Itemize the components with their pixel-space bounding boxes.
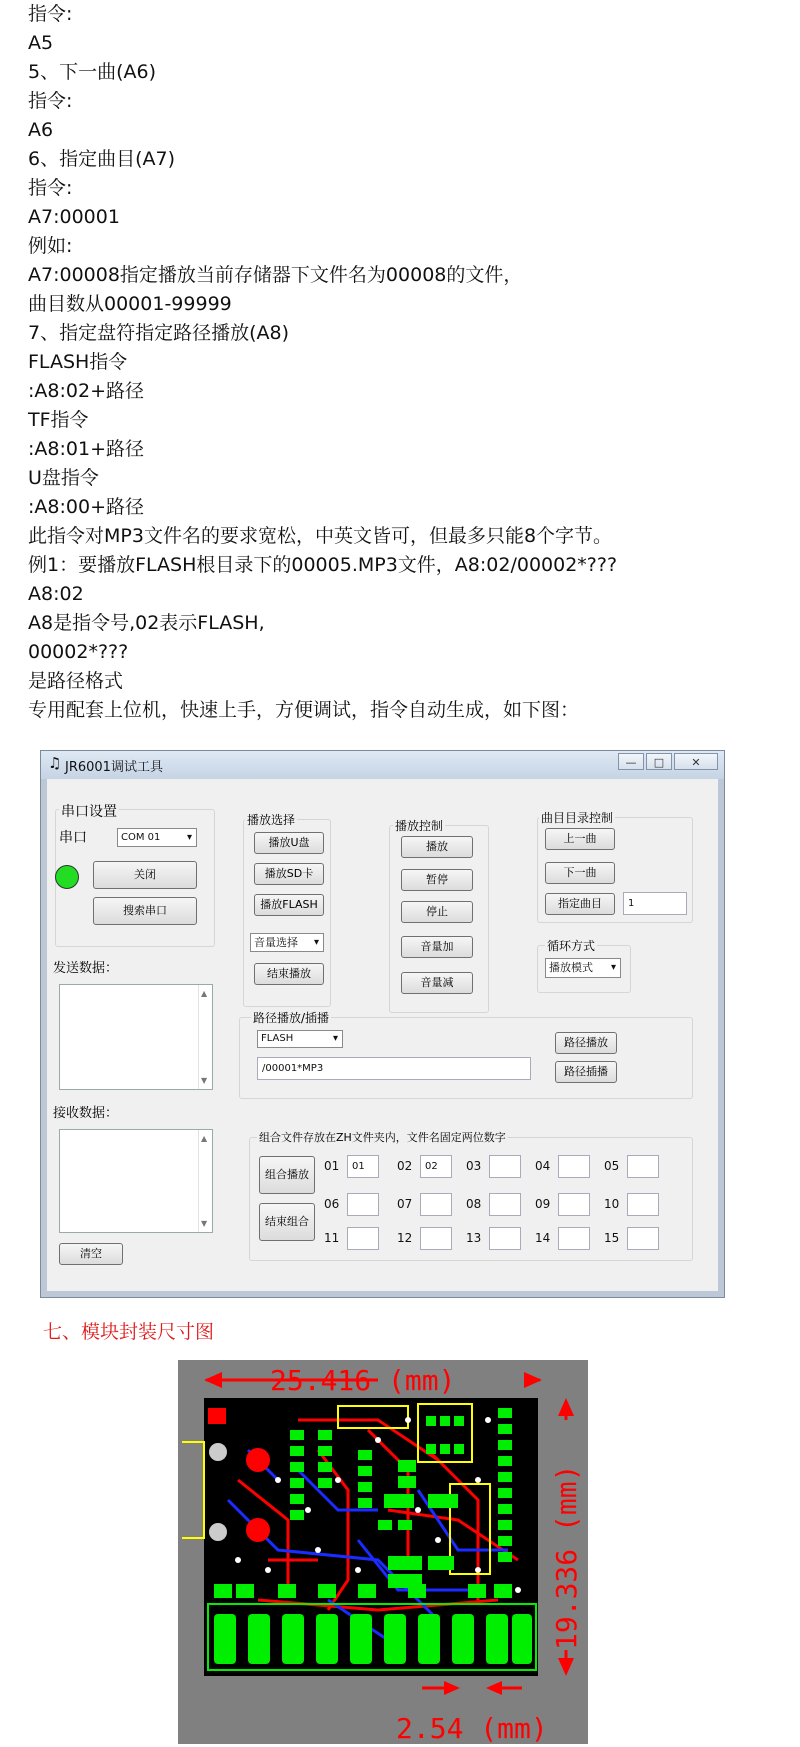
scroll-up-icon[interactable]: ▲ [201, 989, 208, 998]
drive-select[interactable]: FLASH ▾ [257, 1030, 343, 1048]
send-data-textarea[interactable] [59, 984, 213, 1090]
track-control-label: 曲目目录控制 [541, 811, 614, 825]
doc-line: A8是指令号,02表示FLASH, [28, 612, 265, 634]
slot-number: 11 [324, 1231, 340, 1245]
slot-number: 12 [397, 1231, 413, 1245]
width-label: 25.416 (mm) [270, 1364, 456, 1397]
volume-up-button[interactable]: 音量加 [401, 936, 473, 958]
send-scrollbar[interactable] [198, 985, 212, 1089]
doc-line: 曲目数从00001-99999 [28, 293, 232, 315]
path-input[interactable]: /00001*MP3 [257, 1057, 531, 1080]
pause-button[interactable]: 暂停 [401, 869, 473, 891]
doc-line: 指令: [28, 90, 73, 112]
doc-line: TF指令 [28, 409, 89, 431]
volume-select[interactable]: 音量选择 ▾ [250, 933, 324, 952]
doc-line: :A8:01+路径 [28, 438, 144, 460]
slot-input[interactable] [420, 1227, 452, 1250]
slot-number: 06 [324, 1197, 340, 1211]
end-combo-button[interactable]: 结束组合 [259, 1203, 315, 1241]
scroll-up-icon[interactable]: ▲ [201, 1134, 208, 1143]
doc-line: 是路径格式 [28, 670, 124, 692]
path-insert-button[interactable]: 路径插播 [555, 1061, 617, 1083]
document-text [28, 0, 617, 725]
play-u-disk-button[interactable]: 播放U盘 [254, 832, 324, 854]
doc-line: 7、指定盘符指定路径播放(A8) [28, 322, 290, 344]
doc-line: 指令: [28, 177, 73, 199]
combo-play-label: 组合文件存放在ZH文件夹内，文件名固定两位数字 [259, 1131, 506, 1144]
doc-line: A8:02 [28, 583, 84, 605]
play-select-label: 播放选择 [247, 813, 296, 827]
slot-number: 03 [466, 1159, 482, 1173]
path-play-label: 路径播放/插播 [253, 1011, 330, 1025]
receive-data-textarea[interactable] [59, 1129, 213, 1233]
port-select[interactable]: COM 01 ▾ [117, 828, 197, 847]
component-pad [208, 1408, 226, 1424]
scroll-down-icon[interactable]: ▼ [201, 1076, 208, 1085]
receive-scrollbar[interactable] [198, 1130, 212, 1232]
receive-data-label: 接收数据： [53, 1106, 119, 1121]
window-client-area [47, 779, 718, 1291]
height-label: 19.336 (mm) [550, 1464, 583, 1650]
doc-line: 6、指定曲目(A7) [28, 148, 175, 170]
connection-status-led [55, 865, 79, 889]
minimize-button[interactable]: — [618, 753, 644, 770]
doc-line: 专用配套上位机，快速上手，方便调试，指令自动生成，如下图： [28, 699, 580, 721]
slot-input[interactable]: 01 [347, 1155, 379, 1178]
doc-line: :A8:00+路径 [28, 496, 144, 518]
slot-number: 13 [466, 1231, 482, 1245]
doc-line: A5 [28, 32, 54, 54]
clear-button[interactable]: 清空 [59, 1243, 123, 1265]
specify-track-button[interactable]: 指定曲目 [545, 893, 615, 915]
doc-line: 例1：要播放FLASH根目录下的00005.MP3文件，A8:02/00002*??? [28, 554, 618, 576]
slot-input[interactable] [558, 1155, 590, 1178]
slot-number: 08 [466, 1197, 482, 1211]
section-heading: 七、模块封装尺寸图 [43, 1321, 215, 1343]
debug-tool-window [40, 750, 725, 1298]
doc-line: A6 [28, 119, 54, 141]
stop-button[interactable]: 停止 [401, 901, 473, 923]
doc-line: A7:00008指定播放当前存储器下文件名为00008的文件， [28, 264, 523, 286]
slot-number: 07 [397, 1197, 413, 1211]
slot-number: 14 [535, 1231, 551, 1245]
slot-input[interactable] [627, 1193, 659, 1216]
loop-mode-select[interactable]: 播放模式 ▾ [545, 958, 621, 978]
slot-input[interactable] [420, 1193, 452, 1216]
loop-mode-label: 循环方式 [547, 939, 596, 953]
slot-number: 09 [535, 1197, 551, 1211]
port-label: 串口 [59, 830, 87, 846]
slot-input[interactable] [558, 1193, 590, 1216]
mounting-hole [209, 1523, 227, 1541]
next-track-button[interactable]: 下一曲 [545, 862, 615, 884]
slot-number: 02 [397, 1159, 413, 1173]
doc-line: U盘指令 [28, 467, 99, 489]
scroll-down-icon[interactable]: ▼ [201, 1219, 208, 1228]
slot-number: 04 [535, 1159, 551, 1173]
mounting-hole [209, 1443, 227, 1461]
doc-line: 例如: [28, 235, 73, 257]
slot-input[interactable] [489, 1155, 521, 1178]
mounting-hole [246, 1518, 270, 1542]
search-port-button[interactable]: 搜索串口 [93, 897, 197, 925]
slot-input[interactable] [489, 1227, 521, 1250]
slot-input[interactable] [558, 1227, 590, 1250]
slot-input[interactable] [489, 1193, 521, 1216]
doc-line: 此指令对MP3文件名的要求宽松，中英文皆可，但最多只能8个字节。 [28, 525, 613, 547]
slot-input[interactable] [627, 1227, 659, 1250]
play-flash-button[interactable]: 播放FLASH [254, 894, 324, 916]
close-port-button[interactable]: 关闭 [93, 861, 197, 889]
doc-line: FLASH指令 [28, 351, 128, 373]
pitch-label: 2.54 (mm) [396, 1712, 548, 1744]
play-button[interactable]: 播放 [401, 836, 473, 858]
slot-input[interactable]: 02 [420, 1155, 452, 1178]
mounting-hole [246, 1448, 270, 1472]
music-note-icon: ♫ [48, 754, 62, 772]
doc-line: :A8:02+路径 [28, 380, 144, 402]
send-data-label: 发送数据： [53, 961, 119, 976]
maximize-button[interactable]: □ [646, 753, 672, 770]
play-control-label: 播放控制 [395, 819, 444, 833]
window-title: JR6001调试工具 [65, 760, 163, 775]
slot-number: 05 [604, 1159, 620, 1173]
end-play-button[interactable]: 结束播放 [254, 963, 324, 985]
serial-settings-label: 串口设置 [59, 801, 119, 821]
combo-play-button[interactable]: 组合播放 [259, 1156, 315, 1194]
doc-line: 5、下一曲(A6) [28, 61, 156, 83]
slot-number: 10 [604, 1197, 620, 1211]
slot-input[interactable] [347, 1227, 379, 1250]
doc-line: 指令: [28, 3, 73, 25]
volume-down-button[interactable]: 音量减 [401, 972, 473, 994]
path-play-button[interactable]: 路径播放 [555, 1032, 617, 1054]
slot-input[interactable] [627, 1155, 659, 1178]
slot-number: 15 [604, 1231, 620, 1245]
pcb-footprint-drawing [178, 1360, 588, 1744]
window-titlebar [41, 751, 724, 779]
close-window-button[interactable]: ✕ [674, 753, 718, 770]
track-number-input[interactable]: 1 [623, 892, 687, 915]
slot-number: 01 [324, 1159, 340, 1173]
doc-line: A7:00001 [28, 206, 120, 228]
play-sd-card-button[interactable]: 播放SD卡 [254, 863, 324, 885]
previous-track-button[interactable]: 上一曲 [545, 828, 615, 850]
slot-input[interactable] [347, 1193, 379, 1216]
doc-line: 00002*??? [28, 641, 129, 663]
